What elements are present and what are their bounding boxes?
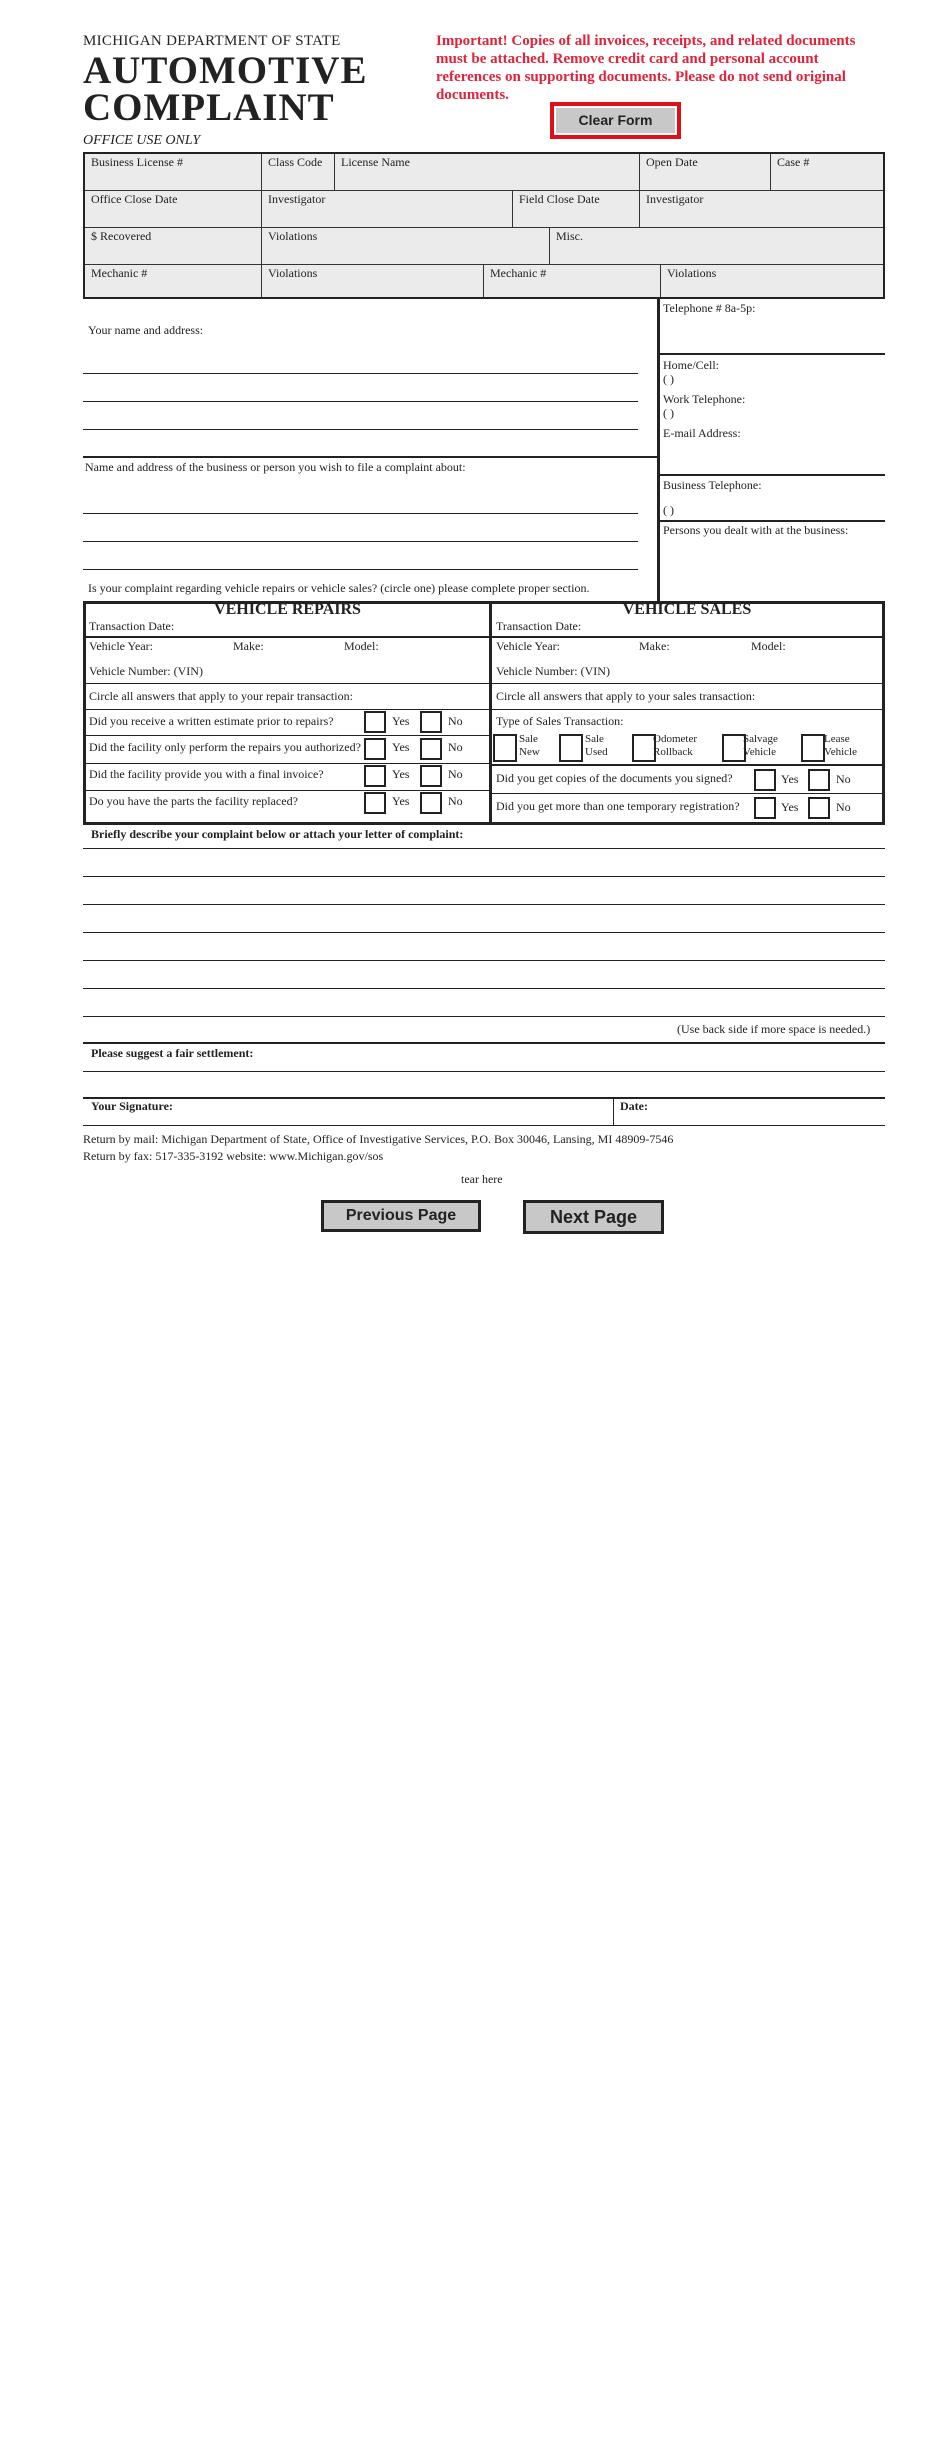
repairs-q2-no-checkbox[interactable]: [420, 738, 442, 760]
yes-label: Yes: [781, 800, 799, 814]
field-violations-2[interactable]: [262, 265, 484, 297]
tear-here-label: tear here: [461, 1172, 503, 1186]
no-label: No: [836, 800, 851, 814]
describe-complaint-label: Briefly describe your complaint below or attach your letter of complaint:: [91, 827, 464, 841]
address-line-3[interactable]: [83, 429, 638, 430]
complaint-line-7[interactable]: [83, 1016, 885, 1017]
vehicle-table: [83, 601, 885, 825]
option-line: Used: [585, 746, 608, 758]
department-name: MICHIGAN DEPARTMENT OF STATE: [83, 33, 341, 49]
row-rule: [86, 790, 489, 791]
repairs-transaction-date[interactable]: Transaction Date:: [89, 619, 175, 633]
repairs-q1-no-checkbox[interactable]: [420, 711, 442, 733]
sales-q2: Did you get more than one temporary registration?: [496, 799, 740, 813]
business-address-label: Name and address of the business or person you wish to file a complaint about:: [85, 460, 466, 474]
section-rule: [83, 1042, 885, 1044]
repairs-q2-yes-checkbox[interactable]: [364, 738, 386, 760]
field-violations-1[interactable]: [262, 228, 550, 265]
complaint-line-4[interactable]: [83, 932, 885, 933]
business-area-code: ( ): [663, 503, 674, 517]
telephone-label: Telephone # 8a-5p:: [663, 301, 756, 315]
business-line-2[interactable]: [83, 541, 638, 542]
repairs-q3-no-checkbox[interactable]: [420, 765, 442, 787]
home-cell-label: Home/Cell:: [663, 358, 719, 372]
sale-used-label: [585, 733, 608, 759]
email-underline[interactable]: [660, 474, 885, 476]
field-label: Open Date: [646, 155, 698, 169]
sales-vehicle-year[interactable]: Vehicle Year:: [496, 639, 560, 653]
complaint-line-2[interactable]: [83, 876, 885, 877]
sales-q1: Did you get copies of the documents you signed?: [496, 771, 733, 785]
section-rule: [83, 1097, 885, 1099]
next-page-button[interactable]: Next Page: [523, 1200, 664, 1234]
field-open-date[interactable]: [640, 154, 771, 191]
contact-divider: [657, 299, 660, 601]
field-label: Field Close Date: [519, 192, 600, 206]
repairs-q4-no-checkbox[interactable]: [420, 792, 442, 814]
field-label: Violations: [268, 266, 318, 280]
field-recovered[interactable]: [85, 228, 262, 265]
vehicle-table-divider: [489, 601, 492, 825]
field-label: License Name: [341, 155, 410, 169]
title-line-1: AUTOMOTIVE: [83, 49, 368, 92]
row-rule: [492, 793, 882, 794]
complaint-type-question: Is your complaint regarding vehicle repairs or vehicle sales? (circle one) please complete proper section.: [88, 581, 590, 595]
option-line: New: [519, 746, 540, 758]
title-line-2: COMPLAINT: [83, 86, 335, 129]
sale-used-checkbox[interactable]: [559, 734, 583, 762]
complaint-line-3[interactable]: [83, 904, 885, 905]
sales-q1-yes-checkbox[interactable]: [754, 769, 776, 791]
business-telephone-underline[interactable]: [660, 520, 885, 522]
your-name-label: Your name and address:: [88, 323, 204, 337]
repairs-title: VEHICLE REPAIRS: [214, 601, 361, 618]
row-rule: [86, 709, 489, 710]
signature-line[interactable]: [83, 1125, 885, 1126]
option-line: Vehicle: [824, 746, 857, 758]
field-label: Business License #: [91, 155, 183, 169]
field-label: Violations: [268, 229, 318, 243]
no-label: No: [448, 740, 463, 754]
mail-instructions: Return by mail: Michigan Department of State, Office of Investigative Services, P.O. Box 30046, Lansing, MI 48909-7546: [83, 1132, 674, 1146]
address-line-1[interactable]: [83, 373, 638, 374]
repairs-circle-instruction: Circle all answers that apply to your repair transaction:: [89, 689, 353, 703]
persons-dealt-label: Persons you dealt with at the business:: [663, 523, 849, 537]
field-mechanic-2[interactable]: [484, 265, 661, 297]
field-label: $ Recovered: [91, 229, 152, 243]
option-line: Lease: [824, 733, 850, 745]
work-area-code: ( ): [663, 406, 674, 420]
yes-label: Yes: [392, 767, 410, 781]
fax-instructions: Return by fax: 517-335-3192 website: www.Michigan.gov/sos: [83, 1149, 384, 1163]
lease-vehicle-checkbox[interactable]: [801, 734, 825, 762]
business-line-3[interactable]: [83, 569, 638, 570]
signature-date-divider: [613, 1099, 614, 1126]
repairs-make[interactable]: Make:: [233, 639, 264, 653]
work-telephone-label: Work Telephone:: [663, 392, 746, 406]
complaint-line-5[interactable]: [83, 960, 885, 961]
repairs-vehicle-year[interactable]: Vehicle Year:: [89, 639, 153, 653]
sales-title: VEHICLE SALES: [622, 601, 752, 618]
form-title: [83, 49, 368, 129]
sales-transaction-date[interactable]: Transaction Date:: [496, 619, 582, 633]
yes-label: Yes: [392, 714, 410, 728]
business-line-1[interactable]: [83, 513, 638, 514]
repairs-q1: Did you receive a written estimate prior to repairs?: [89, 714, 334, 728]
business-telephone-label: Business Telephone:: [663, 478, 762, 492]
row-rule: [492, 636, 882, 638]
sales-make[interactable]: Make:: [639, 639, 670, 653]
complaint-line-6[interactable]: [83, 988, 885, 989]
repairs-vin[interactable]: Vehicle Number: (VIN): [89, 664, 203, 678]
yes-label: Yes: [392, 794, 410, 808]
yes-label: Yes: [781, 772, 799, 786]
row-rule: [86, 735, 489, 736]
field-misc[interactable]: [550, 228, 883, 265]
field-mechanic-1[interactable]: [85, 265, 262, 297]
lease-vehicle-label: [824, 733, 857, 759]
field-investigator-2[interactable]: [640, 191, 883, 228]
no-label: No: [836, 772, 851, 786]
sales-q2-no-checkbox[interactable]: [808, 797, 830, 819]
field-case-number[interactable]: [771, 154, 883, 191]
no-label: No: [448, 767, 463, 781]
field-label: Office Close Date: [91, 192, 178, 206]
field-label: Violations: [667, 266, 717, 280]
field-field-close-date[interactable]: [513, 191, 640, 228]
field-label: Mechanic #: [490, 266, 547, 280]
signature-label: Your Signature:: [91, 1099, 173, 1113]
no-label: No: [448, 794, 463, 808]
row-rule: [86, 763, 489, 764]
sales-type-label: Type of Sales Transaction:: [496, 714, 624, 728]
field-label: Mechanic #: [91, 266, 148, 280]
field-label: Investigator: [646, 192, 704, 206]
previous-page-button[interactable]: Previous Page: [321, 1200, 481, 1232]
option-line: Sale: [519, 733, 538, 745]
contact-separator: [83, 456, 660, 458]
complaint-line-1[interactable]: [83, 848, 885, 849]
salvage-vehicle-label: [743, 733, 778, 759]
sales-q2-yes-checkbox[interactable]: [754, 797, 776, 819]
option-line: Vehicle: [743, 746, 776, 758]
field-class-code[interactable]: [262, 154, 335, 191]
repairs-q3: Did the facility provide you with a final invoice?: [89, 767, 324, 781]
telephone-underline[interactable]: [660, 353, 885, 355]
sales-vin[interactable]: Vehicle Number: (VIN): [496, 664, 610, 678]
settlement-label: Please suggest a fair settlement:: [91, 1046, 254, 1060]
important-notice: Important! Copies of all invoices, receipts, and related documents must be attached. Remove credit card and personal account references on supporting documents. Please do not send original documents.: [436, 33, 856, 103]
row-rule: [86, 683, 489, 684]
repairs-q4-yes-checkbox[interactable]: [364, 792, 386, 814]
repairs-q4: Do you have the parts the facility replaced?: [89, 794, 298, 808]
settlement-line[interactable]: [83, 1071, 885, 1072]
field-label: Class Code: [268, 155, 323, 169]
field-business-license[interactable]: [85, 154, 262, 191]
option-line: Rollback: [653, 746, 693, 758]
option-line: Odometer: [653, 733, 697, 745]
repairs-q2: Did the facility only perform the repairs you authorized?: [89, 740, 361, 754]
field-label: Case #: [777, 155, 810, 169]
sales-circle-instruction: Circle all answers that apply to your sales transaction:: [496, 689, 756, 703]
office-use-label: OFFICE USE ONLY: [83, 133, 201, 148]
sale-new-checkbox[interactable]: [493, 734, 517, 762]
option-line: Salvage: [743, 733, 778, 745]
use-back-side-note: (Use back side if more space is needed.): [677, 1022, 871, 1036]
row-rule: [86, 636, 489, 638]
office-use-grid: [83, 152, 885, 299]
repairs-q1-yes-checkbox[interactable]: [364, 711, 386, 733]
field-violations-3[interactable]: [661, 265, 883, 297]
row-rule: [492, 764, 882, 766]
field-investigator-1[interactable]: [262, 191, 513, 228]
sales-model[interactable]: Model:: [751, 639, 786, 653]
sale-new-label: [519, 733, 540, 759]
clear-form-button[interactable]: Clear Form: [550, 102, 681, 139]
no-label: No: [448, 714, 463, 728]
field-label: Investigator: [268, 192, 326, 206]
field-office-close-date[interactable]: [85, 191, 262, 228]
option-line: Sale: [585, 733, 604, 745]
email-label: E-mail Address:: [663, 426, 741, 440]
sales-q1-no-checkbox[interactable]: [808, 769, 830, 791]
repairs-model[interactable]: Model:: [344, 639, 379, 653]
field-license-name[interactable]: [335, 154, 640, 191]
field-label: Misc.: [556, 229, 583, 243]
row-rule: [492, 709, 882, 710]
home-cell-area-code: ( ): [663, 372, 674, 386]
yes-label: Yes: [392, 740, 410, 754]
odometer-rollback-label: [653, 733, 697, 759]
address-line-2[interactable]: [83, 401, 638, 402]
repairs-q3-yes-checkbox[interactable]: [364, 765, 386, 787]
row-rule: [492, 683, 882, 684]
date-label: Date:: [620, 1099, 648, 1113]
